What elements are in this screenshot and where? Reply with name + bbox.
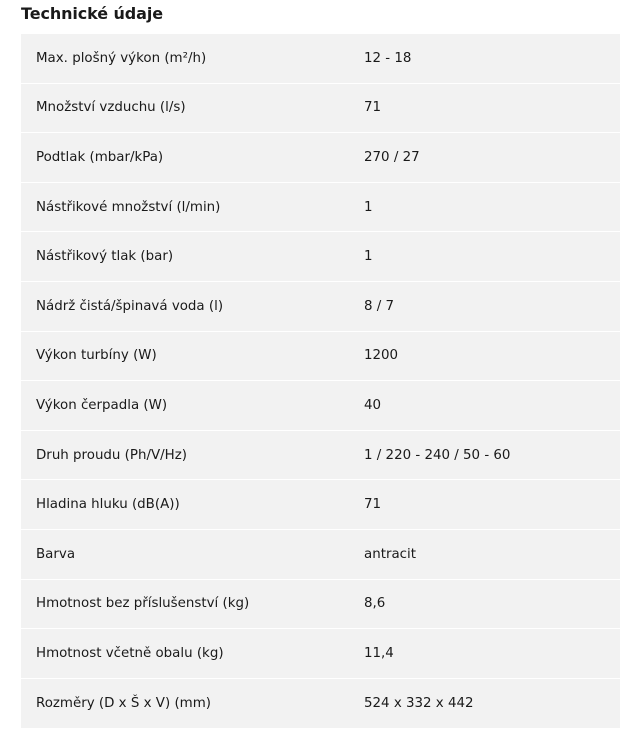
- spec-value: 524 x 332 x 442: [364, 696, 474, 712]
- section-title: Technické údaje: [21, 4, 163, 23]
- spec-row: [21, 431, 620, 481]
- spec-row: [21, 332, 620, 382]
- spec-label: Hmotnost včetně obalu (kg): [36, 645, 224, 661]
- spec-label: Barva: [36, 546, 76, 562]
- spec-row: [21, 183, 620, 233]
- spec-label: Výkon turbíny (W): [36, 348, 157, 364]
- spec-value: 71: [364, 497, 382, 513]
- spec-row: [21, 34, 620, 84]
- spec-row: [21, 629, 620, 679]
- spec-label: Nástřikové množství (l/min): [36, 199, 221, 215]
- spec-row: [21, 480, 620, 530]
- spec-value: 1 / 220 - 240 / 50 - 60: [364, 447, 511, 463]
- spec-label: Hmotnost bez příslušenství (kg): [36, 596, 250, 612]
- spec-table: [21, 34, 620, 728]
- spec-label: Hladina hluku (dB(A)): [36, 497, 180, 513]
- spec-label: Druh proudu (Ph/V/Hz): [36, 447, 187, 463]
- spec-row: [21, 232, 620, 282]
- spec-value: 8 / 7: [364, 298, 395, 314]
- spec-label: Množství vzduchu (l/s): [36, 100, 186, 116]
- spec-label: Max. plošný výkon (m²/h): [36, 50, 207, 66]
- spec-label: Výkon čerpadla (W): [36, 397, 168, 413]
- spec-label: Nástřikový tlak (bar): [36, 249, 174, 265]
- spec-row: [21, 679, 620, 729]
- spec-value: 11,4: [364, 645, 394, 661]
- spec-value: 1: [364, 199, 373, 215]
- spec-value: 12 - 18: [364, 50, 412, 66]
- spec-row: [21, 381, 620, 431]
- spec-value: antracit: [364, 546, 416, 562]
- spec-value: 71: [364, 100, 382, 116]
- spec-row: [21, 282, 620, 332]
- spec-row: [21, 530, 620, 580]
- spec-row: [21, 84, 620, 134]
- spec-label: Nádrž čistá/špinavá voda (l): [36, 298, 224, 314]
- spec-value: 1: [364, 249, 373, 265]
- spec-label: Podtlak (mbar/kPa): [36, 149, 164, 165]
- spec-value: 8,6: [364, 596, 386, 612]
- spec-row: [21, 580, 620, 630]
- spec-value: 1200: [364, 348, 399, 364]
- spec-row: [21, 133, 620, 183]
- spec-value: 270 / 27: [364, 149, 420, 165]
- spec-value: 40: [364, 397, 382, 413]
- spec-label: Rozměry (D x Š x V) (mm): [36, 696, 211, 712]
